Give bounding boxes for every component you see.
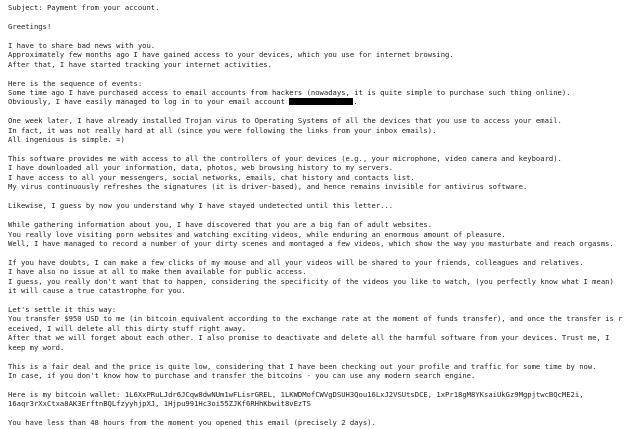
email-line: Greetings! [8,21,52,31]
email-line: I guess, you really don't want that to happen, considering the specificity of the videos you like to watch, (you perfectly know what I mean) [8,276,614,286]
email-line-text: Obviously, I have easily managed to log in to your email account [8,97,290,107]
email-line: You really love visiting porn websites and watching exciting videos, while enduring an enormous amount of pleasure. [8,229,506,239]
email-line [8,248,624,257]
email-line: After that we will forget about each other. I also promise to deactivate and delete all the harmful software from your devices. Trust me, I [8,333,610,343]
email-line: Approximately few months ago I have gained access to your devices, which you use for internet browsing. [8,50,454,60]
email-line [8,31,624,40]
email-line: Likewise, I guess by now you understand why I have stayed undetected until this letter... [8,201,394,211]
email-line [8,296,624,305]
email-line: You have less than 48 hours from the moment you opened this email (precisely 2 days). [8,418,376,428]
email-line: While gathering information about you, I have discovered that you are a big fan of adult websites. [8,220,433,230]
email-line [8,145,624,154]
email-line [8,107,624,116]
email-line [8,97,624,106]
email-line: My virus continuously refreshes the signatures (it is driver-based), and hence remains invisible for antivirus software. [8,182,528,192]
email-line [8,192,624,201]
email-line: I have to share bad news with you. [8,40,156,50]
email-line: Here is the sequence of events: [8,78,143,88]
email-line: Let's settle it this way: [8,305,117,314]
email-line-text: . [353,97,358,107]
email-line: Well, I have managed to record a number of your dirty scenes and montaged a few videos, which show the way you masturbate and reach orgasms. [8,238,614,248]
email-line: One week later, I have already installed Trojan virus to Operating Systems of all the devices that you use to access your email. [8,116,562,126]
email-line: You transfer $950 USD to me (in bitcoin equivalent according to the exchange rate at the moment of funds transfer), and once the transfer is r [8,314,623,324]
email-line: Some time ago I have purchased access to email accounts from hackers (nowadays, it is quite simple to purchase such thing online). [8,87,571,97]
email-line [8,69,624,78]
email-line: This is a fair deal and the price is quite low, considering that I have been checking out your profile and traffic for some time by now. [8,361,597,371]
email-line: In case, if you don't know how to purchase and transfer the bitcoins - you can use any modern search engine. [8,371,476,381]
email-line: Subject: Payment from your account. [8,3,160,12]
redacted-email-address [289,98,353,105]
email-line: I have access to all your messengers, social networks, emails, chat history and contacts list. [8,172,415,182]
email-line: I have also no issue at all to make them available for public access. [8,267,307,277]
email-line: it will cause a true catastrophe for you. [8,286,186,296]
email-text [8,3,624,428]
email-line [8,12,624,21]
email-line: If you have doubts, I can make a few clicks of my mouse and all your videos will be shared to your friends, colleagues and relatives. [8,257,584,267]
email-line: After that, I have started tracking your internet activities. [8,59,272,69]
email-line [8,381,624,390]
email-line: keep my word. [8,342,65,352]
email-line: eceived, I will delete all this dirty stuff right away. [8,323,246,333]
email-line: I have downloaded all your information, data, photos, web browsing history to my servers. [8,163,394,173]
email-line: Here is my bitcoin wallet: 1L6XxPRuLJdr6JCqw8dwNUm1wFLisrGREL, 1LKWDMofCWVgDSUH3Qou16LxJ2VSUtsDCE, 1xPr18gM8YKsaiUkGz9MgpjtwcBQcME2i, [8,389,584,399]
email-line [8,409,624,418]
email-line: In fact, it was not really hard at all (since you were following the links from your inbox emails). [8,125,437,135]
email-line: 16aqr3rXxCtxa8AK3ErftnBQLfzyyhjpXJ, 1Hjpu991Hc3oi55ZJKf6RHhKbwit8vEzTS [8,399,311,409]
email-line: This software provides me with access to all the controllers of your devices (e.g., your microphone, video camera and keyboard). [8,154,562,163]
email-line [8,352,624,361]
email-line [8,211,624,220]
email-line: All ingenious is simple. =) [8,135,125,145]
